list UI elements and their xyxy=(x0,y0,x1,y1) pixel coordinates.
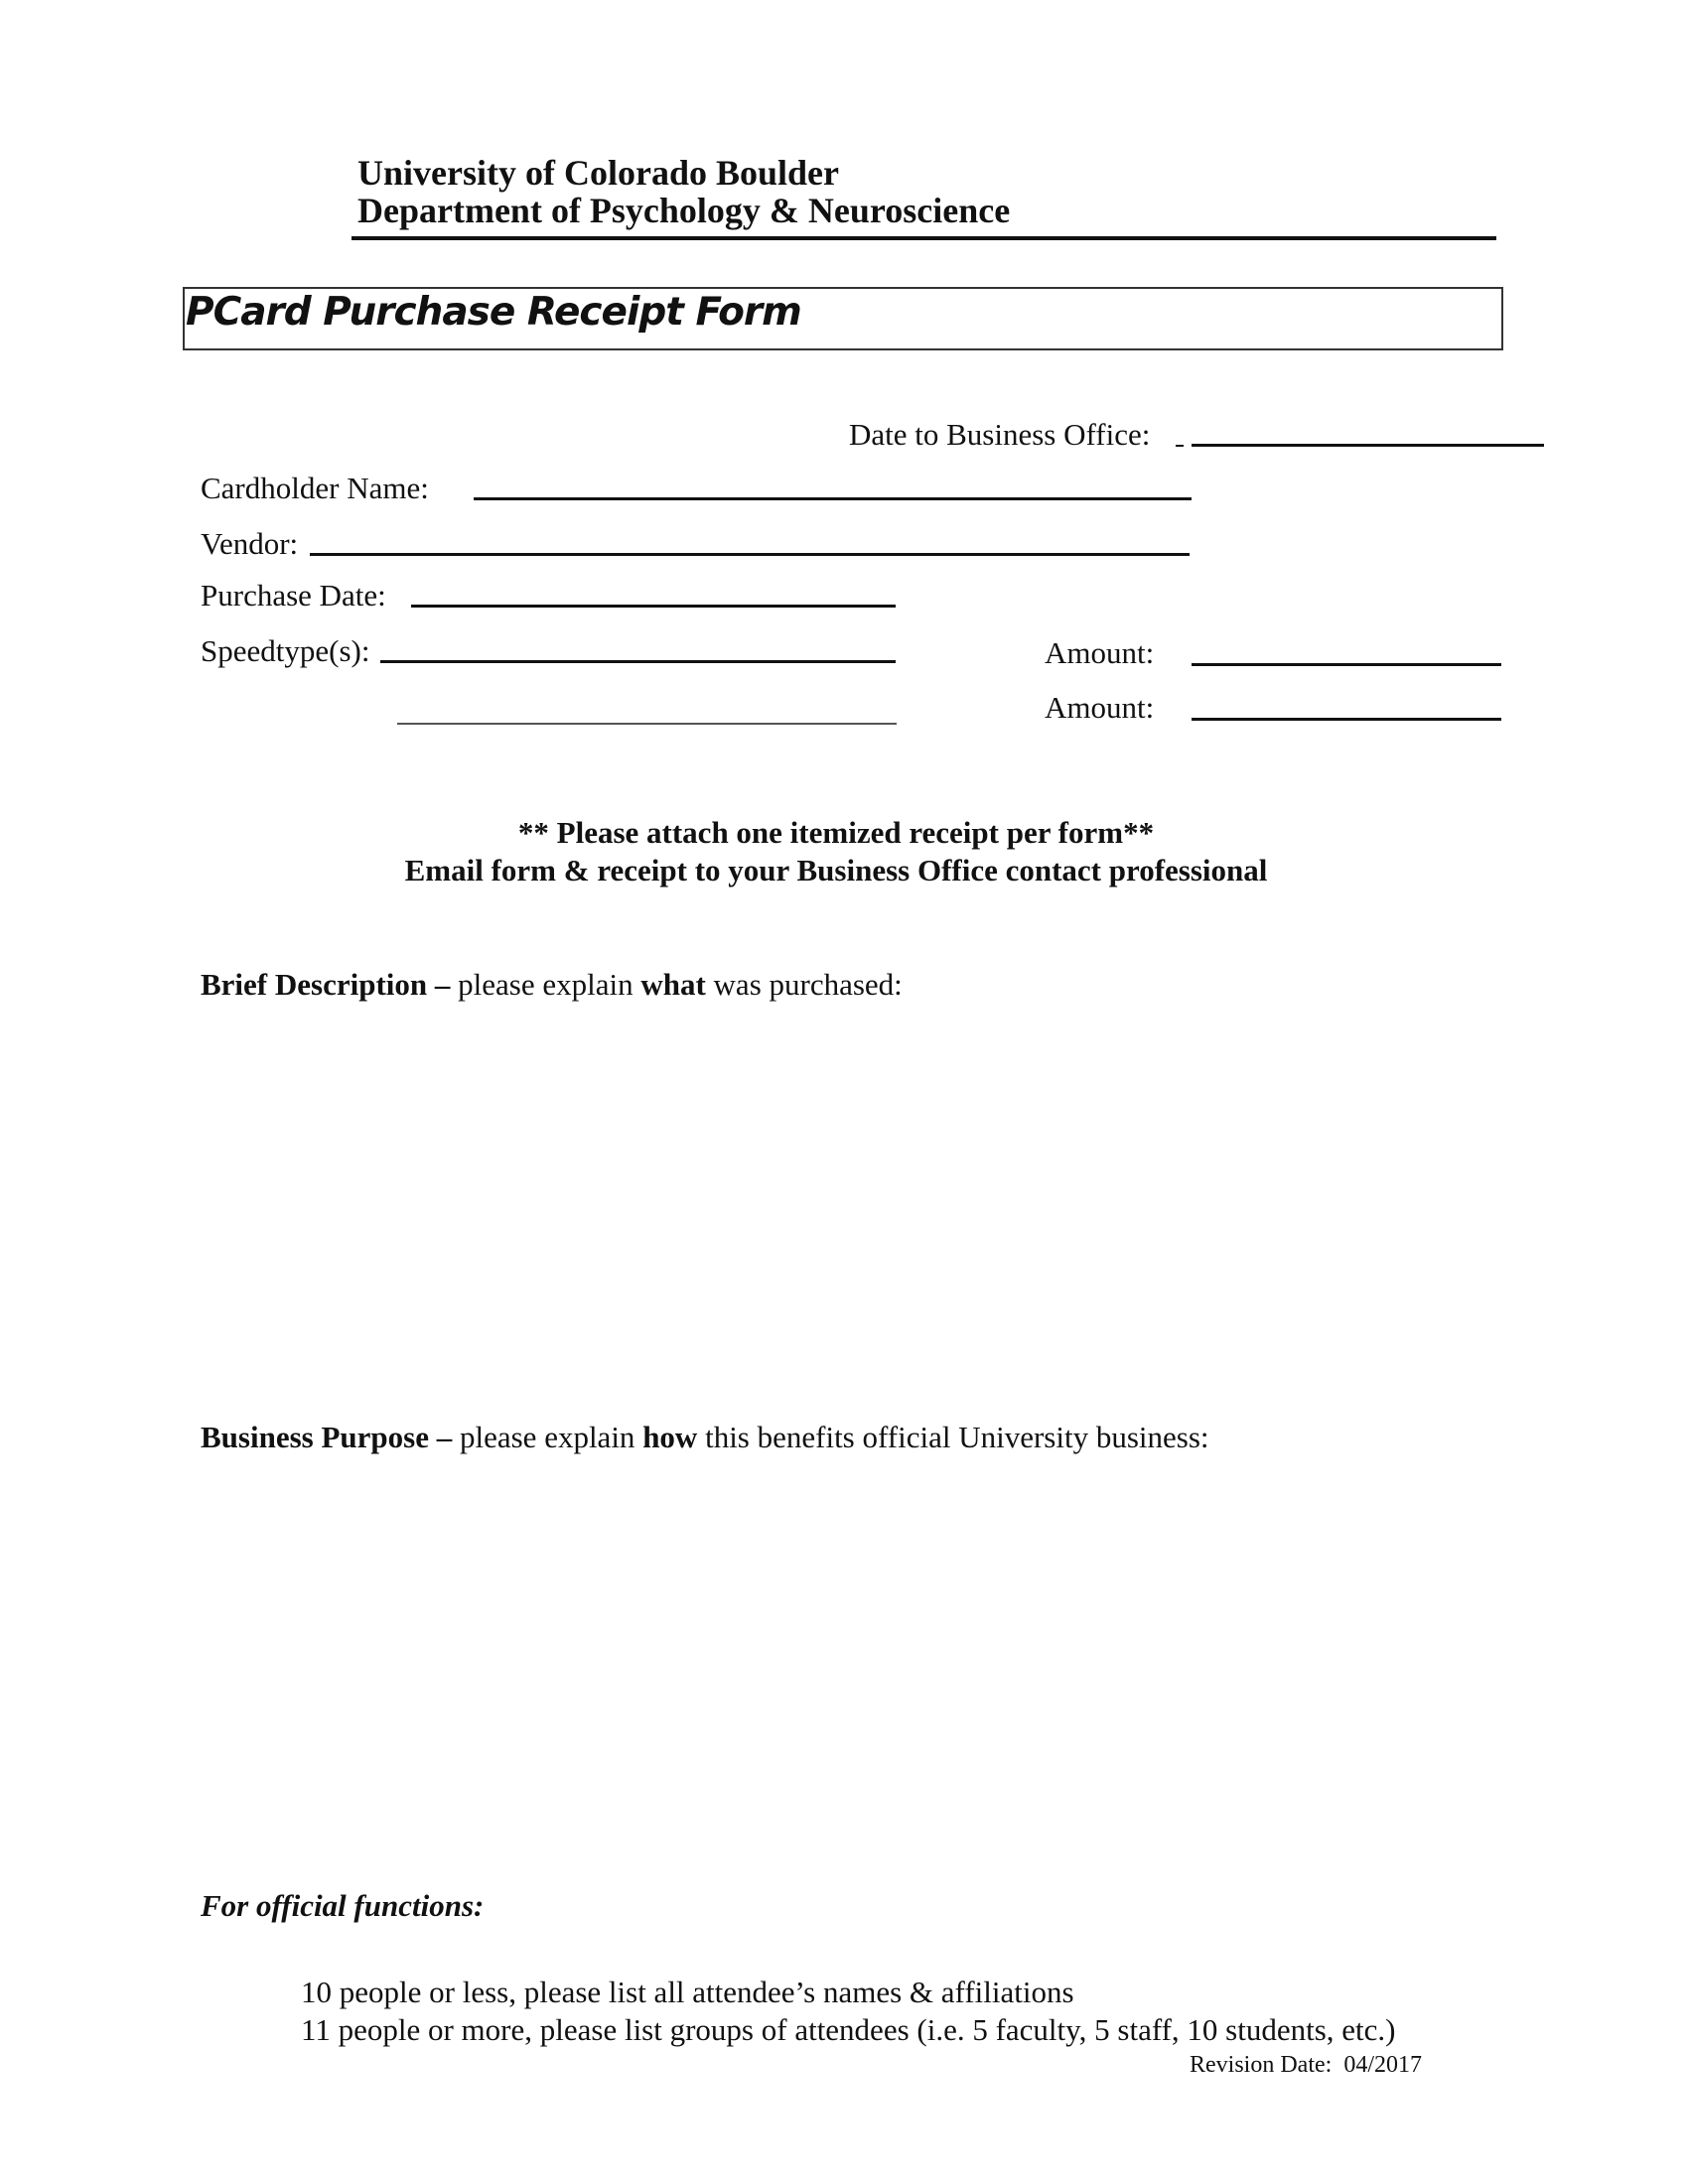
speedtype-label: Speedtype(s): xyxy=(201,633,370,668)
date-to-business-office-field[interactable] xyxy=(1192,444,1544,447)
business-purpose-text-2: this benefits official University business: xyxy=(697,1420,1209,1454)
purchase-date-field[interactable] xyxy=(411,605,896,608)
brief-description-text-1: please explain xyxy=(450,967,641,1002)
revision-date-label: Revision Date: xyxy=(1190,2052,1333,2078)
vendor-label: Vendor: xyxy=(201,526,299,561)
brief-description-text-2: was purchased: xyxy=(705,967,903,1002)
official-functions-item-2: 11 people or more, please list groups of attendees (i.e. 5 faculty, 5 staff, 10 students, etc.) xyxy=(301,2012,1396,2047)
email-form-notice: Email form & receipt to your Business Office contact professional xyxy=(404,853,1268,887)
amount-label-1: Amount: xyxy=(1045,635,1155,670)
revision-date xyxy=(1190,2053,1422,2077)
amount-field-1[interactable] xyxy=(1192,663,1501,666)
department-name: Department of Psychology & Neuroscience xyxy=(357,191,1011,230)
official-functions-heading: For official functions: xyxy=(201,1888,485,1923)
official-functions-item-1: 10 people or less, please list all attendee’s names & affiliations xyxy=(301,1975,1074,2009)
business-purpose-field[interactable] xyxy=(201,1465,1491,1843)
amount-field-2[interactable] xyxy=(1192,718,1501,721)
form-title-box xyxy=(183,287,1503,350)
revision-date-value: 04/2017 xyxy=(1343,2052,1422,2078)
business-purpose-prompt xyxy=(201,1422,1209,1452)
header-underline xyxy=(352,236,1496,240)
institution-name: University of Colorado Boulder xyxy=(357,153,839,193)
cardholder-name-label: Cardholder Name: xyxy=(201,471,429,505)
form-title: PCard Purchase Receipt Form xyxy=(186,290,801,335)
attach-receipt-notice: ** Please attach one itemized receipt per form** xyxy=(517,815,1155,850)
brief-description-heading: Brief Description – xyxy=(201,967,451,1002)
date-to-business-office-label: Date to Business Office: xyxy=(849,417,1151,452)
speedtype-field-2[interactable] xyxy=(397,723,897,725)
amount-label-2: Amount: xyxy=(1045,690,1155,725)
business-purpose-text-1: please explain xyxy=(452,1420,643,1454)
purchase-date-label: Purchase Date: xyxy=(201,578,386,613)
vendor-field[interactable] xyxy=(310,553,1190,556)
date-to-business-office-dash xyxy=(1176,445,1184,447)
brief-description-prompt xyxy=(201,969,903,1000)
business-purpose-emphasis: how xyxy=(642,1420,698,1454)
speedtype-field-1[interactable] xyxy=(380,660,896,663)
business-purpose-heading: Business Purpose – xyxy=(201,1420,453,1454)
brief-description-field[interactable] xyxy=(201,1013,1491,1390)
cardholder-name-field[interactable] xyxy=(474,497,1192,500)
brief-description-emphasis: what xyxy=(640,967,706,1002)
